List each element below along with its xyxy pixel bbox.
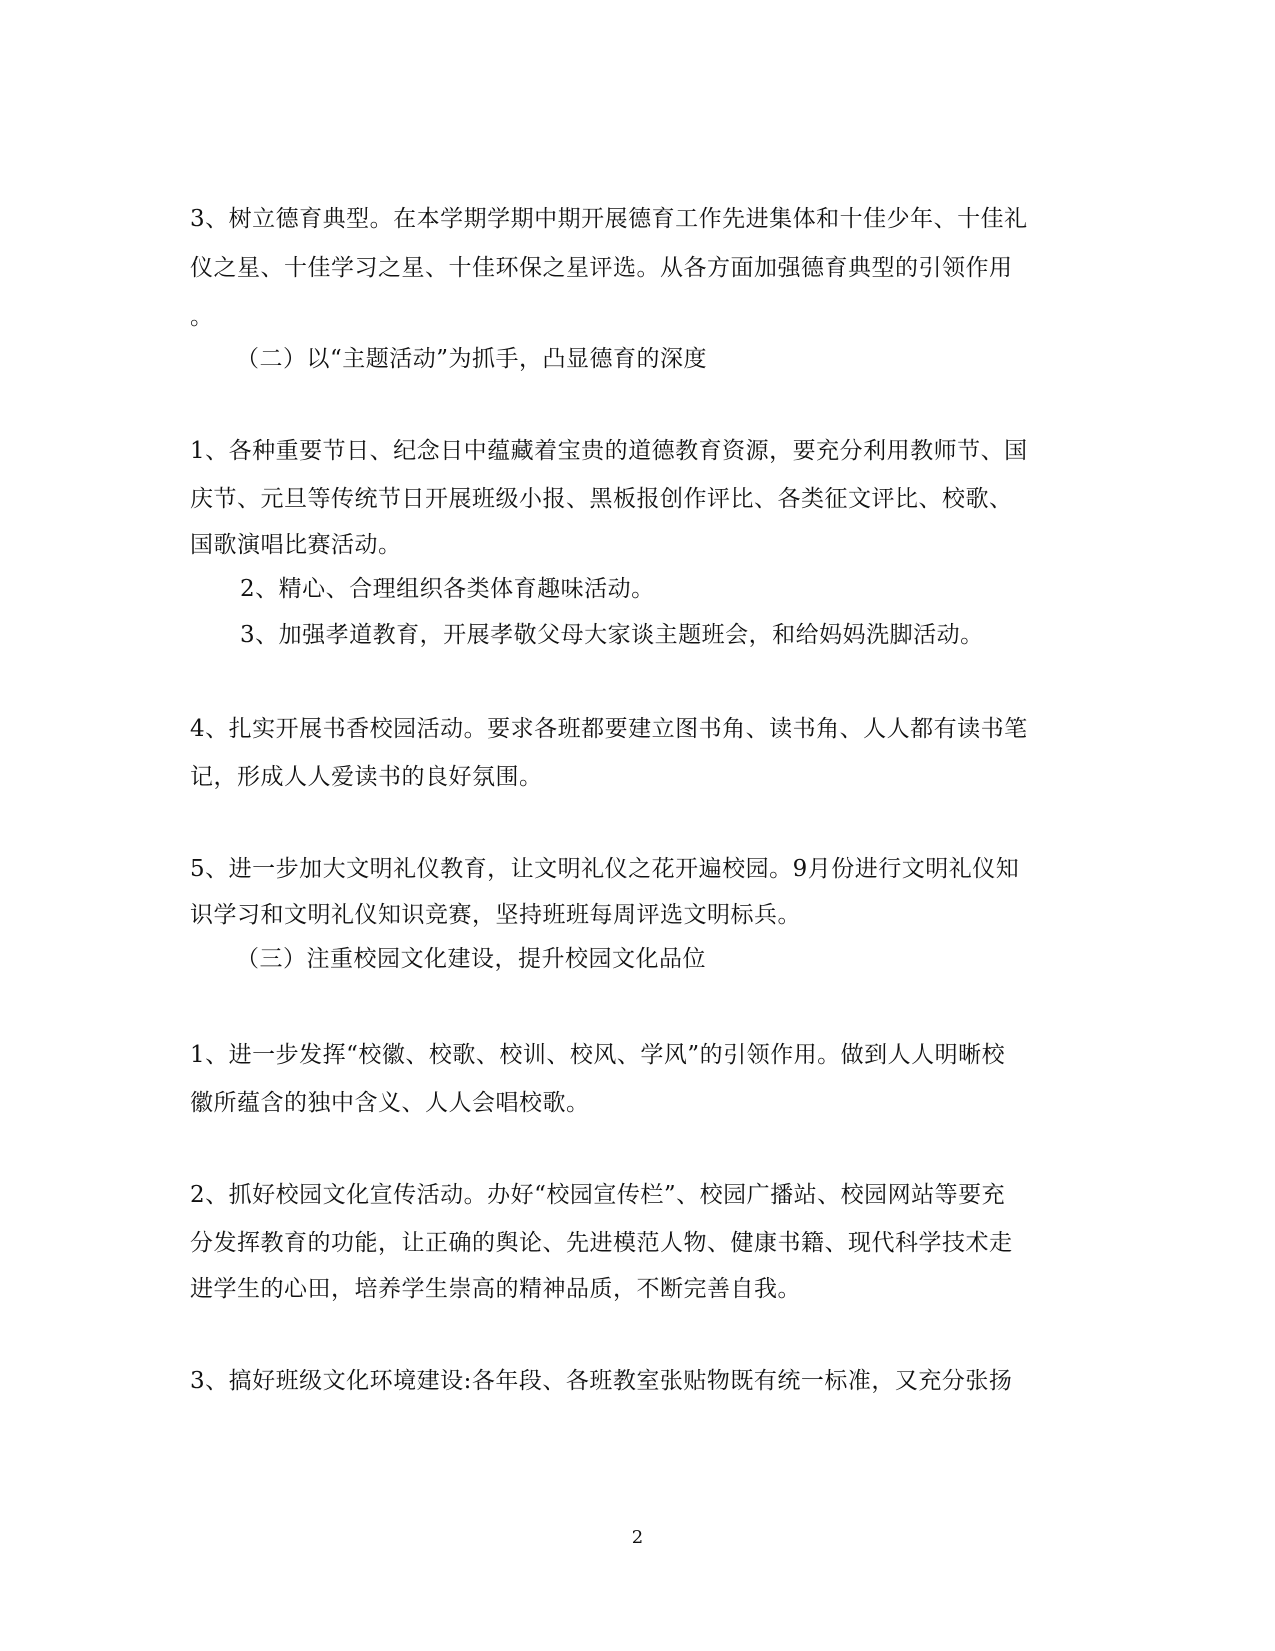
paragraph-line: 仪之星、十佳学习之星、十佳环保之星评选。从各方面加强德育典型的引领作用 bbox=[190, 255, 1013, 281]
paragraph-line: 2、抓好校园文化宣传活动。办好“校园宣传栏”、校园广播站、校园网站等要充 bbox=[190, 1182, 1006, 1208]
paragraph-line: 1、进一步发挥“校徽、校歌、校训、校风、学风”的引领作用。做到人人明晰校 bbox=[190, 1042, 1006, 1068]
paragraph-line: 庆节、元旦等传统节日开展班级小报、黑板报创作评比、各类征文评比、校歌、 bbox=[190, 486, 1013, 512]
paragraph-line: 3、搞好班级文化环境建设:各年段、各班教室张贴物既有统一标准，又充分张扬 bbox=[190, 1368, 1013, 1394]
paragraph-line: 。 bbox=[190, 304, 214, 330]
paragraph-line: 3、加强孝道教育，开展孝敬父母大家谈主题班会，和给妈妈洗脚活动。 bbox=[240, 622, 984, 648]
paragraph-line: 国歌演唱比赛活动。 bbox=[190, 532, 402, 558]
paragraph-line: 2、精心、合理组织各类体育趣味活动。 bbox=[240, 576, 655, 602]
paragraph-line: 5、进一步加大文明礼仪教育，让文明礼仪之花开遍校园。9月份进行文明礼仪知 bbox=[190, 856, 1020, 882]
paragraph-line: 进学生的心田，培养学生崇高的精神品质，不断完善自我。 bbox=[190, 1276, 801, 1302]
paragraph-line: 1、各种重要节日、纪念日中蕴藏着宝贵的道德教育资源，要充分利用教师节、国 bbox=[190, 438, 1028, 464]
paragraph-line: 识学习和文明礼仪知识竞赛，坚持班班每周评选文明标兵。 bbox=[190, 902, 801, 928]
page-number: 2 bbox=[631, 1527, 644, 1548]
section-heading: （三）注重校园文化建设，提升校园文化品位 bbox=[236, 946, 706, 972]
paragraph-line: 分发挥教育的功能，让正确的舆论、先进模范人物、健康书籍、现代科学技术走 bbox=[190, 1230, 1013, 1256]
paragraph-line: 3、树立德育典型。在本学期学期中期开展德育工作先进集体和十佳少年、十佳礼 bbox=[190, 206, 1028, 232]
section-heading: （二）以“主题活动”为抓手，凸显德育的深度 bbox=[236, 346, 708, 372]
paragraph-line: 徽所蕴含的独中含义、人人会唱校歌。 bbox=[190, 1090, 590, 1116]
paragraph-line: 4、扎实开展书香校园活动。要求各班都要建立图书角、读书角、人人都有读书笔 bbox=[190, 716, 1028, 742]
paragraph-line: 记，形成人人爱读书的良好氛围。 bbox=[190, 764, 543, 790]
